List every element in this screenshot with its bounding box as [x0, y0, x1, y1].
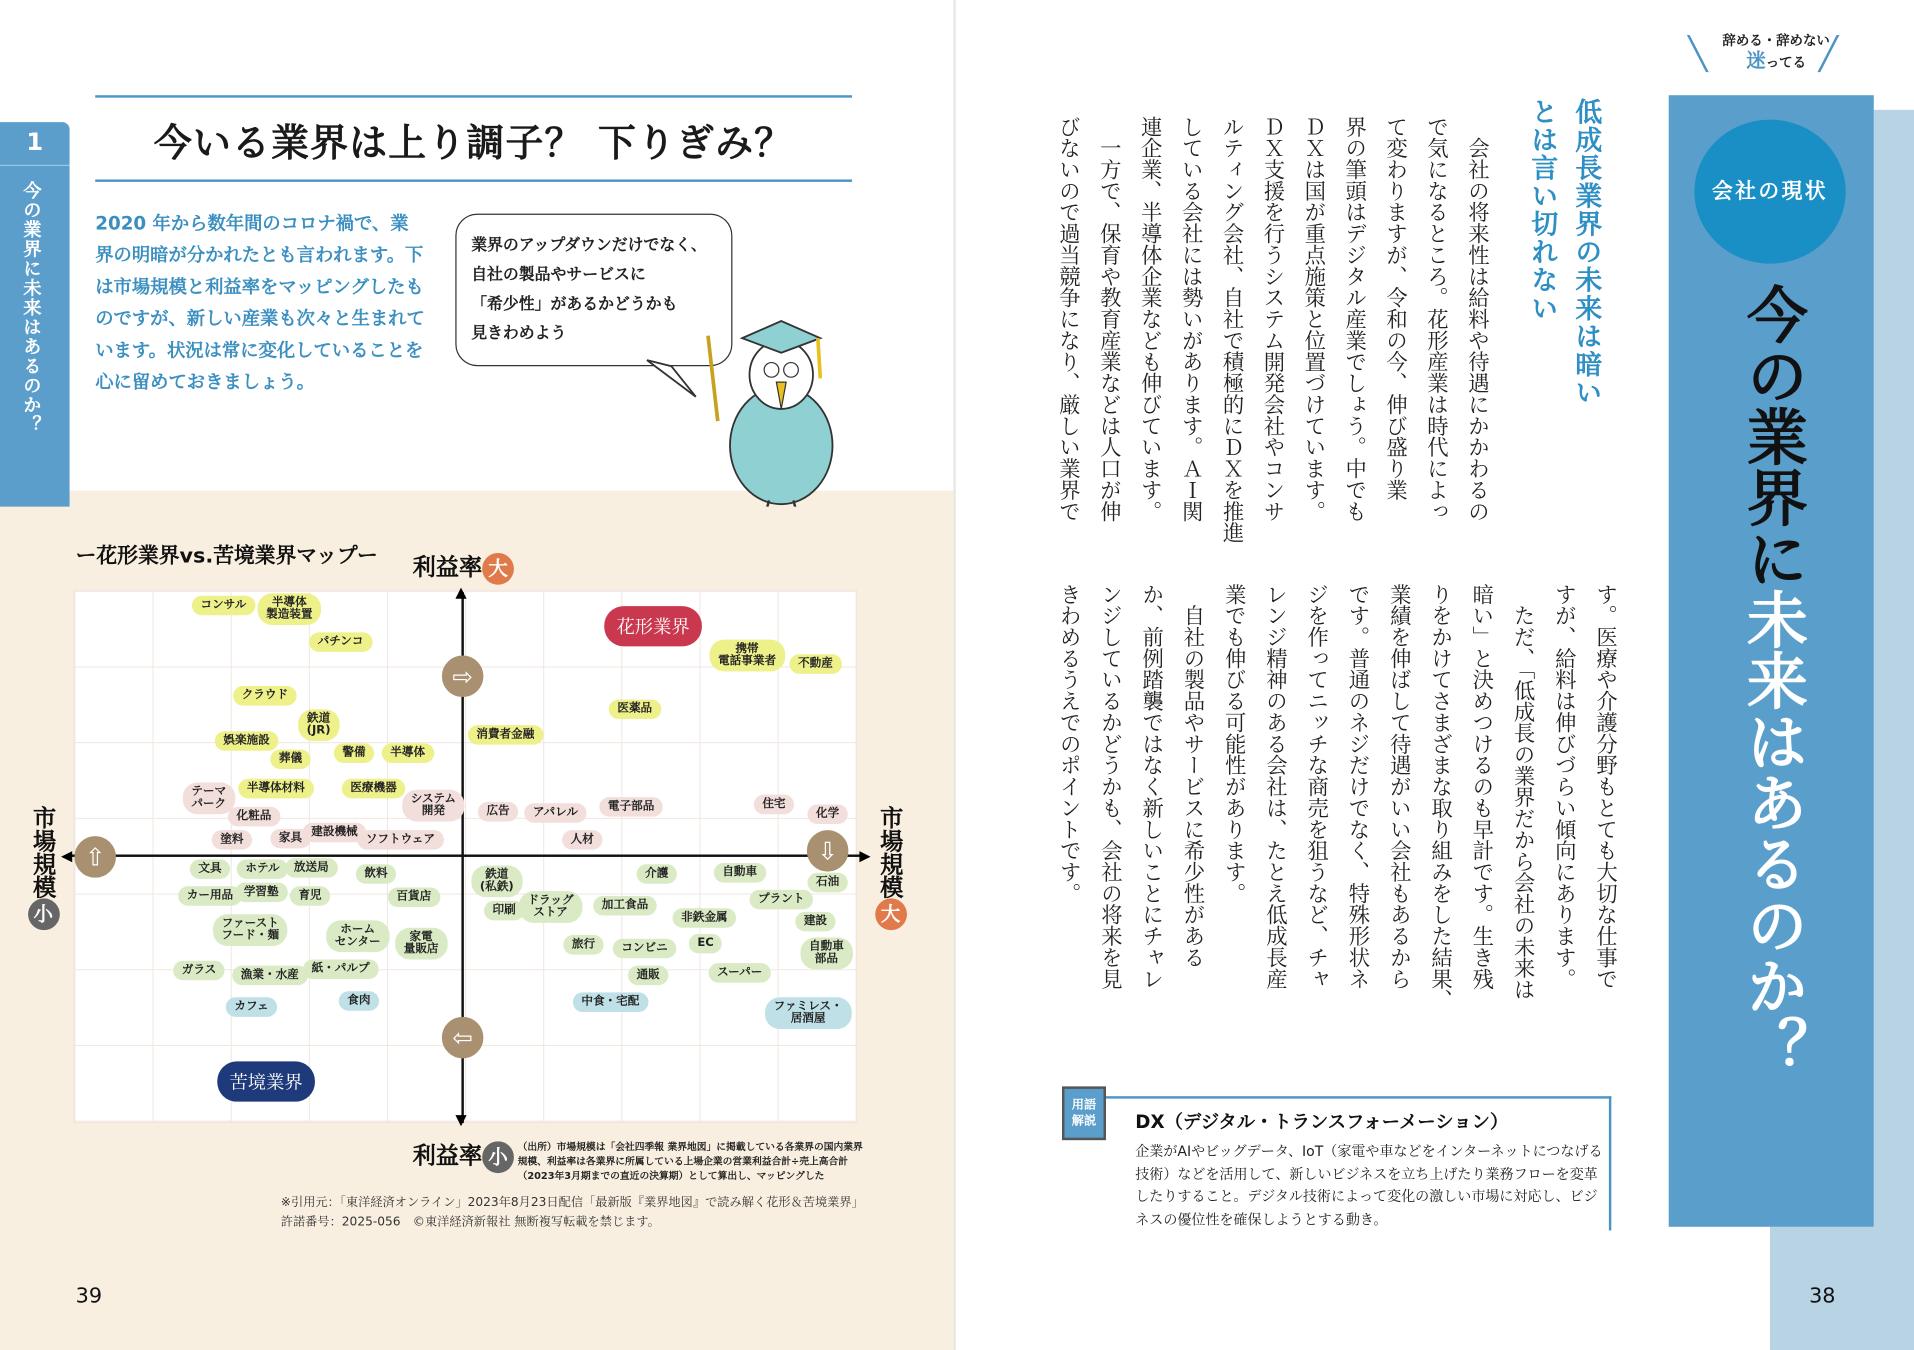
- map-title: ー花形業界vs.苦境業界マップー: [75, 544, 378, 569]
- industry-chip: ホテル: [237, 859, 288, 879]
- industry-chip: 文具: [190, 859, 230, 879]
- industry-chip: 旅行: [563, 935, 603, 955]
- page-number-left: 39: [75, 1284, 103, 1309]
- title-light-part: 未来はあるのか？: [1737, 588, 1808, 1077]
- industry-chip: 半導体 製造装置: [258, 593, 321, 625]
- body-column: びないので過当競争になり、厳しい業界で: [1055, 115, 1081, 522]
- body-column: す。医療や介護分野もとても大切な仕事で: [1593, 583, 1618, 990]
- body-column: レンジ精神のある会社は、たとえ低成長産: [1262, 583, 1288, 990]
- body-column: 自社の製品やサービスに希少性がある: [1180, 583, 1205, 969]
- arrow-left-circle-icon: ⇦: [442, 1017, 484, 1059]
- industry-chip: 非鉄金属: [673, 908, 736, 928]
- industry-chip: 化学: [807, 804, 847, 824]
- industry-chip: プラント: [750, 890, 813, 910]
- industry-chip: 電子部品: [599, 797, 662, 817]
- speech-bubble: 業界のアップダウンだけでなく、 自社の製品やサービスに 「希少性」があるかどうかも 見きわめよう: [455, 214, 732, 367]
- axis-label-text: 利益率: [412, 1142, 483, 1170]
- industry-chip: アパレル: [524, 803, 586, 823]
- citation-line: ※引用元：「東洋経済オンライン」2023年8月23日配信「最新版『業界地図』で読み解く花形＆苦境業界」: [280, 1196, 864, 1210]
- industry-chip: 介護: [637, 864, 677, 884]
- badge-small: 小: [27, 898, 59, 930]
- industry-chip: 娯楽施設: [215, 731, 278, 751]
- body-column: 会社の将来性は給料や待遇にかかわるの: [1464, 115, 1490, 522]
- slash-left-icon: ╲: [1688, 36, 1708, 74]
- industry-chip: 学習塾: [235, 883, 287, 903]
- body-column: ＤＸは国が重点施策と位置づけています。: [1301, 115, 1326, 522]
- section-heading: 低成長業界の未来は暗いとは言い切れない: [1527, 97, 1602, 407]
- industry-chip: 飲料: [356, 864, 396, 884]
- industry-chip: カフェ: [226, 997, 277, 1017]
- body-column: て変わりますが、令和の今、伸び盛り業: [1383, 115, 1408, 501]
- arrow-up-circle-icon: ⇧: [74, 836, 116, 878]
- industry-chip: 加工食品: [593, 896, 656, 916]
- industry-chip: カー用品: [178, 886, 241, 906]
- industry-chip: 食肉: [339, 991, 379, 1011]
- industry-chip: 印刷: [484, 901, 524, 921]
- body-column: している会社には勢いがあります。ＡＩ関: [1178, 115, 1203, 522]
- body-column: 連企業、半導体企業なども伸びています。: [1137, 115, 1163, 522]
- industry-chip: 自動車: [714, 863, 766, 883]
- industry-chip: 葬儀: [270, 750, 310, 770]
- industry-chip: パチンコ: [309, 632, 372, 652]
- industry-chip: 中食・宅配: [573, 992, 648, 1012]
- zone-label-good: 花形業界: [604, 606, 702, 646]
- industry-chip: 鉄道 (JR): [298, 709, 339, 741]
- spine: [953, 0, 955, 1350]
- industry-chip: 漁業・水産: [232, 966, 307, 986]
- arrow-right-circle-icon: ⇨: [442, 656, 484, 698]
- arrow-right-icon: ▶: [859, 847, 871, 865]
- page-title: 今いる業界は上り調子？ 下りぎみ？: [153, 122, 794, 167]
- citation: [281, 1194, 864, 1233]
- body-column: きわめるうえでのポイントです。: [1056, 583, 1082, 904]
- industry-chip: 医薬品: [609, 699, 661, 719]
- glossary-term: DX（デジタル・トランスフォーメーション）: [1135, 1110, 1509, 1133]
- body-column: りをかけてさまざまな取り組みをした結果、: [1427, 583, 1453, 1011]
- axis-label-text: 市場規模: [876, 805, 904, 899]
- title-rule-bottom: [95, 179, 852, 181]
- industry-chip: 半導体: [382, 743, 434, 763]
- side-strip-bottom: [1770, 1227, 1914, 1350]
- section-badge: 会社の現状: [1694, 120, 1845, 264]
- chapter-number: 1: [26, 126, 44, 157]
- body-column: 暗い」と決めつけるのも早計です。生き残: [1469, 583, 1494, 990]
- industry-chip: ドラッグ ストア: [519, 891, 582, 923]
- arrow-down-icon: ▼: [455, 1110, 467, 1128]
- industry-chip: 警備: [334, 743, 374, 763]
- industry-chip: 塗料: [212, 830, 252, 850]
- industry-chip: 半導体材料: [238, 779, 313, 799]
- industry-chip: コンビニ: [613, 939, 676, 959]
- industry-chip: テーマ パーク: [183, 782, 235, 814]
- industry-chip: 石油: [807, 873, 847, 893]
- arrow-down-circle-icon: ⇩: [807, 830, 849, 872]
- side-strip: [1874, 110, 1914, 1350]
- axis-horizontal: [71, 854, 864, 856]
- industry-chip: 建設機械: [303, 823, 366, 843]
- industry-chip: EC: [689, 934, 723, 954]
- axis-label-text: 利益率: [412, 554, 483, 582]
- owl-professor-illustration: [610, 311, 854, 506]
- body-column: ルティング会社、自社で積極的にＤＸを推進: [1219, 115, 1244, 544]
- chapter-title: 今の業界に未来はあるのか？: [20, 180, 43, 435]
- title-rule-top: [95, 95, 852, 97]
- industry-chip: ホーム センター: [326, 920, 389, 952]
- industry-chip: 通販: [628, 966, 668, 986]
- body-column: ジを作ってニッチな商売を狙うなど、チャ: [1304, 583, 1329, 990]
- permission-line: 許諾番号：2025-056 ©東洋経済新報社 無断複写転載を禁じます。: [280, 1215, 660, 1230]
- industry-chip: 百貨店: [388, 887, 440, 907]
- series-tag-line2: [1685, 48, 1868, 73]
- arrow-left-icon: ◀: [61, 847, 73, 865]
- body-column: 一方で、保育や教育産業などは人口が伸: [1096, 115, 1122, 522]
- axis-label-profit-low: [413, 1138, 514, 1173]
- intro-text: 2020 年から数年間のコロナ禍で、業界の明暗が分かれたとも言われます。下は市場規模と利益率をマッピングしたものですが、新しい産業も次々と生まれています。状況は常に変化していることを心に留めておきましょう。: [95, 212, 425, 394]
- industry-chip: システム 開発: [402, 790, 464, 822]
- series-tag-accent: 迷: [1746, 48, 1766, 73]
- industry-chip: コンサル: [192, 596, 255, 616]
- body-column: 業でも伸びる可能性があります。: [1221, 583, 1247, 904]
- body-column: か、前例踏襲ではなく新しいことにチャレ: [1139, 583, 1164, 990]
- industry-chip: ガラス: [173, 961, 225, 981]
- series-tag-rest: ってる: [1765, 54, 1807, 71]
- industry-chip: 消費者金融: [468, 725, 543, 745]
- series-tag: [1685, 32, 1868, 74]
- industry-chip: 建設: [795, 912, 835, 932]
- glossary-book-icon: 用語 解説: [1062, 1086, 1106, 1140]
- body-column: で気になるところ。花形産業は時代によっ: [1423, 115, 1449, 522]
- badge-big: 大: [875, 898, 907, 930]
- body-column: ただ、「低成長の業界だから会社の未来は: [1510, 583, 1535, 1001]
- industry-chip: 家具: [270, 829, 310, 849]
- industry-chip: クラウド: [233, 686, 296, 706]
- industry-chip: 不動産: [789, 654, 841, 674]
- arrow-up-icon: ▲: [455, 583, 467, 601]
- body-column: ＤＸ支援を行うシステム開発会社やコンサ: [1260, 115, 1285, 522]
- body-column: ンジしているかどうかも、会社の将来を見: [1097, 583, 1123, 990]
- industry-chip: 育児: [290, 886, 330, 906]
- industry-chip: 鉄道 (私鉄): [471, 865, 522, 897]
- industry-chip: 人材: [562, 830, 602, 850]
- zone-label-bad: 苦境業界: [217, 1061, 315, 1101]
- page-number-right: 38: [1809, 1284, 1836, 1309]
- industry-chip: 紙・パルプ: [303, 959, 378, 979]
- axis-label-text: 市場規模: [29, 805, 57, 899]
- body-column: です。普通のネジだけでなく、特殊形状ネ: [1345, 583, 1370, 990]
- axis-label-profit-high: [413, 549, 514, 584]
- industry-chip: 自動車 部品: [800, 937, 852, 969]
- industry-chip: 広告: [478, 802, 518, 822]
- slash-right-icon: ╱: [1818, 36, 1838, 74]
- series-tag-line1: 辞める・辞めない: [1722, 32, 1830, 49]
- industry-chip: スーパー: [709, 963, 771, 983]
- industry-chip: ファミレス・ 居酒屋: [765, 997, 851, 1029]
- industry-chip: 家電 量販店: [395, 928, 447, 960]
- source-note: （出所）市場規模は「会社四季報 業界地図」に掲載している各業界の国内業界規模、利益率は各業界に所属している上場企業の営業利益合計÷売上高合計（2023年3月期までの直近の決算期）として算出し、マッピングした: [517, 1141, 863, 1182]
- chapter-main-title: [1738, 283, 1806, 1076]
- industry-chip: 住宅: [754, 795, 794, 815]
- badge-small: 小: [482, 1141, 514, 1173]
- industry-chip: ファースト フード・麺: [213, 914, 288, 946]
- industry-chip: 携帯 電話事業者: [710, 640, 785, 672]
- body-column: すが、給料は伸びづらい傾向にあります。: [1551, 583, 1577, 990]
- industry-chip: 医療機器: [342, 779, 405, 799]
- title-dark-part: 今の業界に: [1737, 283, 1808, 589]
- body-column: 界の筆頭はデジタル産業でしょう。中でも: [1342, 115, 1367, 522]
- glossary-definition: 企業がAIやビッグデータ、IoT（家電や車などをインターネットにつなげる技術）などを活用して、新しいビジネスを立ち上げたり業務フローを変革したりすること。デジタル技術によって変化の激しい市場に対応し、ビジネスの優位性を確保しようとする動き。: [1135, 1142, 1603, 1228]
- body-column: 業績を伸ばして待遇がいい会社もあるから: [1386, 583, 1412, 990]
- divider: [0, 165, 70, 166]
- axis-label-market-big: [874, 806, 907, 931]
- badge-big: 大: [482, 552, 514, 584]
- axis-label-market-small: [27, 806, 60, 931]
- industry-chip: 放送局: [285, 858, 337, 878]
- industry-chip: ソフトウェア: [357, 830, 443, 850]
- industry-chip: 化粧品: [228, 807, 280, 827]
